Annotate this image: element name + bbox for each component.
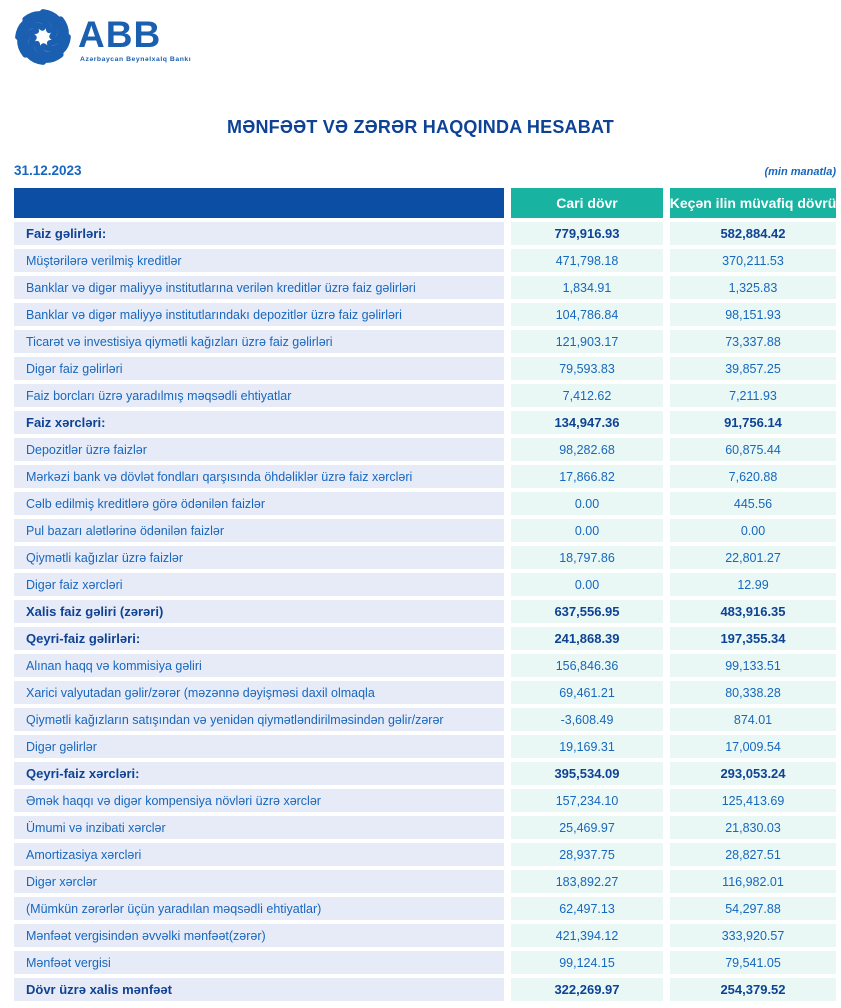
row-previous-value: 98,151.93 (670, 303, 836, 326)
row-label: Pul bazarı alətlərinə ödənilən faizlər (14, 519, 504, 542)
row-previous-value: 582,884.42 (670, 222, 836, 245)
header-spacer-cell (14, 188, 504, 218)
row-current-value: 637,556.95 (511, 600, 663, 623)
row-label: Depozitlər üzrə faizlər (14, 438, 504, 461)
row-label: Digər xərclər (14, 870, 504, 893)
row-label: Cəlb edilmiş kreditlərə görə ödənilən faizlər (14, 492, 504, 515)
table-row (14, 411, 836, 434)
row-label: Qiymətli kağızlar üzrə faizlər (14, 546, 504, 569)
table-row (14, 924, 836, 947)
row-current-value: 421,394.12 (511, 924, 663, 947)
table-row (14, 654, 836, 677)
row-label: Qeyri-faiz xərcləri: (14, 762, 504, 785)
abb-logo-text: ABB (78, 14, 162, 55)
row-current-value: 121,903.17 (511, 330, 663, 353)
row-previous-value: 370,211.53 (670, 249, 836, 272)
table-row (14, 384, 836, 407)
table-row (14, 600, 836, 623)
row-label: Digər faiz gəlirləri (14, 357, 504, 380)
table-row (14, 762, 836, 785)
row-previous-value: 333,920.57 (670, 924, 836, 947)
table-row (14, 897, 836, 920)
row-previous-value: 7,620.88 (670, 465, 836, 488)
row-previous-value: 99,133.51 (670, 654, 836, 677)
table-row (14, 573, 836, 596)
row-label: Əmək haqqı və digər kompensiya növləri üzrə xərclər (14, 789, 504, 812)
row-current-value: 322,269.97 (511, 978, 663, 1001)
row-current-value: 28,937.75 (511, 843, 663, 866)
table-row (14, 789, 836, 812)
table-header-row (14, 188, 836, 218)
row-previous-value: 21,830.03 (670, 816, 836, 839)
row-label: Digər gəlirlər (14, 735, 504, 758)
table-row (14, 465, 836, 488)
table-row (14, 978, 836, 1001)
row-label: Ümumi və inzibati xərclər (14, 816, 504, 839)
row-current-value: 241,868.39 (511, 627, 663, 650)
row-label: Banklar və digər maliyyə institutlarındakı depozitlər üzrə faiz gəlirləri (14, 303, 504, 326)
table-row (14, 681, 836, 704)
row-label: Faiz xərcləri: (14, 411, 504, 434)
row-label: Mənfəət vergisindən əvvəlki mənfəət(zərər) (14, 924, 504, 947)
row-current-value: 183,892.27 (511, 870, 663, 893)
row-previous-value: 1,325.83 (670, 276, 836, 299)
row-current-value: 134,947.36 (511, 411, 663, 434)
row-current-value: 395,534.09 (511, 762, 663, 785)
row-current-value: 19,169.31 (511, 735, 663, 758)
row-previous-value: 197,355.34 (670, 627, 836, 650)
table-row (14, 951, 836, 974)
unit-note: (min manatla) (764, 166, 836, 178)
row-label: Müştərilərə verilmiş kreditlər (14, 249, 504, 272)
table-row (14, 816, 836, 839)
table-row (14, 330, 836, 353)
row-current-value: 779,916.93 (511, 222, 663, 245)
row-label: Faiz borcları üzrə yaradılmış məqsədli ehtiyatlar (14, 384, 504, 407)
row-label: Faiz gəlirləri: (14, 222, 504, 245)
row-current-value: 471,798.18 (511, 249, 663, 272)
abb-logo-tagline: Azərbaycan Beynəlxalq Bankı (80, 56, 192, 63)
row-label: Mənfəət vergisi (14, 951, 504, 974)
table-row (14, 519, 836, 542)
abb-logo (12, 6, 191, 68)
abb-logo-textwrap (78, 16, 191, 63)
table-row (14, 249, 836, 272)
row-current-value: 0.00 (511, 519, 663, 542)
abb-swirl-icon (12, 6, 74, 68)
header-current-period: Cari dövr (511, 188, 663, 218)
row-previous-value: 17,009.54 (670, 735, 836, 758)
table-row (14, 492, 836, 515)
table-row (14, 708, 836, 731)
row-label: Banklar və digər maliyyə institutlarına verilən kreditlər üzrə faiz gəlirləri (14, 276, 504, 299)
table-row (14, 627, 836, 650)
pl-table (14, 188, 836, 1001)
row-label: Mərkəzi bank və dövlət fondları qarşısında öhdəliklər üzrə faiz xərcləri (14, 465, 504, 488)
row-previous-value: 54,297.88 (670, 897, 836, 920)
row-label: Ticarət və investisiya qiymətli kağızları üzrə faiz gəlirləri (14, 330, 504, 353)
row-current-value: 18,797.86 (511, 546, 663, 569)
row-current-value: 98,282.68 (511, 438, 663, 461)
row-previous-value: 293,053.24 (670, 762, 836, 785)
row-label: Qiymətli kağızların satışından və yenidən qiymətləndirilməsindən gəlir/zərər (14, 708, 504, 731)
row-current-value: 156,846.36 (511, 654, 663, 677)
row-current-value: 79,593.83 (511, 357, 663, 380)
row-label: (Mümkün zərərlər üçün yaradılan məqsədli ehtiyatlar) (14, 897, 504, 920)
row-current-value: 69,461.21 (511, 681, 663, 704)
row-previous-value: 39,857.25 (670, 357, 836, 380)
row-label: Xalis faiz gəliri (zərəri) (14, 600, 504, 623)
report-date: 31.12.2023 (14, 163, 82, 178)
row-previous-value: 28,827.51 (670, 843, 836, 866)
row-previous-value: 12.99 (670, 573, 836, 596)
row-previous-value: 483,916.35 (670, 600, 836, 623)
row-previous-value: 91,756.14 (670, 411, 836, 434)
row-previous-value: 445.56 (670, 492, 836, 515)
row-current-value: 7,412.62 (511, 384, 663, 407)
row-label: Digər faiz xərcləri (14, 573, 504, 596)
row-previous-value: 79,541.05 (670, 951, 836, 974)
table-row (14, 546, 836, 569)
row-previous-value: 874.01 (670, 708, 836, 731)
row-label: Xarici valyutadan gəlir/zərər (məzənnə dəyişməsi daxil olmaqla (14, 681, 504, 704)
table-row (14, 357, 836, 380)
row-current-value: 17,866.82 (511, 465, 663, 488)
row-previous-value: 60,875.44 (670, 438, 836, 461)
row-label: Dövr üzrə xalis mənfəət (14, 978, 504, 1001)
row-current-value: 0.00 (511, 492, 663, 515)
table-row (14, 276, 836, 299)
row-label: Qeyri-faiz gəlirləri: (14, 627, 504, 650)
row-previous-value: 22,801.27 (670, 546, 836, 569)
row-current-value: 1,834.91 (511, 276, 663, 299)
row-current-value: -3,608.49 (511, 708, 663, 731)
table-row (14, 438, 836, 461)
table-row (14, 222, 836, 245)
table-row (14, 870, 836, 893)
table-row (14, 843, 836, 866)
row-previous-value: 0.00 (670, 519, 836, 542)
row-previous-value: 254,379.52 (670, 978, 836, 1001)
row-previous-value: 73,337.88 (670, 330, 836, 353)
row-label: Amortizasiya xərcləri (14, 843, 504, 866)
row-previous-value: 125,413.69 (670, 789, 836, 812)
table-body (14, 222, 836, 1001)
row-current-value: 104,786.84 (511, 303, 663, 326)
row-current-value: 62,497.13 (511, 897, 663, 920)
header-previous-period: Keçən ilin müvafiq dövrü (670, 188, 836, 218)
row-current-value: 99,124.15 (511, 951, 663, 974)
page-title: MƏNFƏƏT VƏ ZƏRƏR HAQQINDA HESABAT (227, 117, 614, 137)
row-current-value: 0.00 (511, 573, 663, 596)
row-previous-value: 7,211.93 (670, 384, 836, 407)
report-meta (14, 163, 836, 178)
row-previous-value: 80,338.28 (670, 681, 836, 704)
row-label: Alınan haqq və kommisiya gəliri (14, 654, 504, 677)
table-row (14, 735, 836, 758)
row-previous-value: 116,982.01 (670, 870, 836, 893)
row-current-value: 157,234.10 (511, 789, 663, 812)
row-current-value: 25,469.97 (511, 816, 663, 839)
table-row (14, 303, 836, 326)
